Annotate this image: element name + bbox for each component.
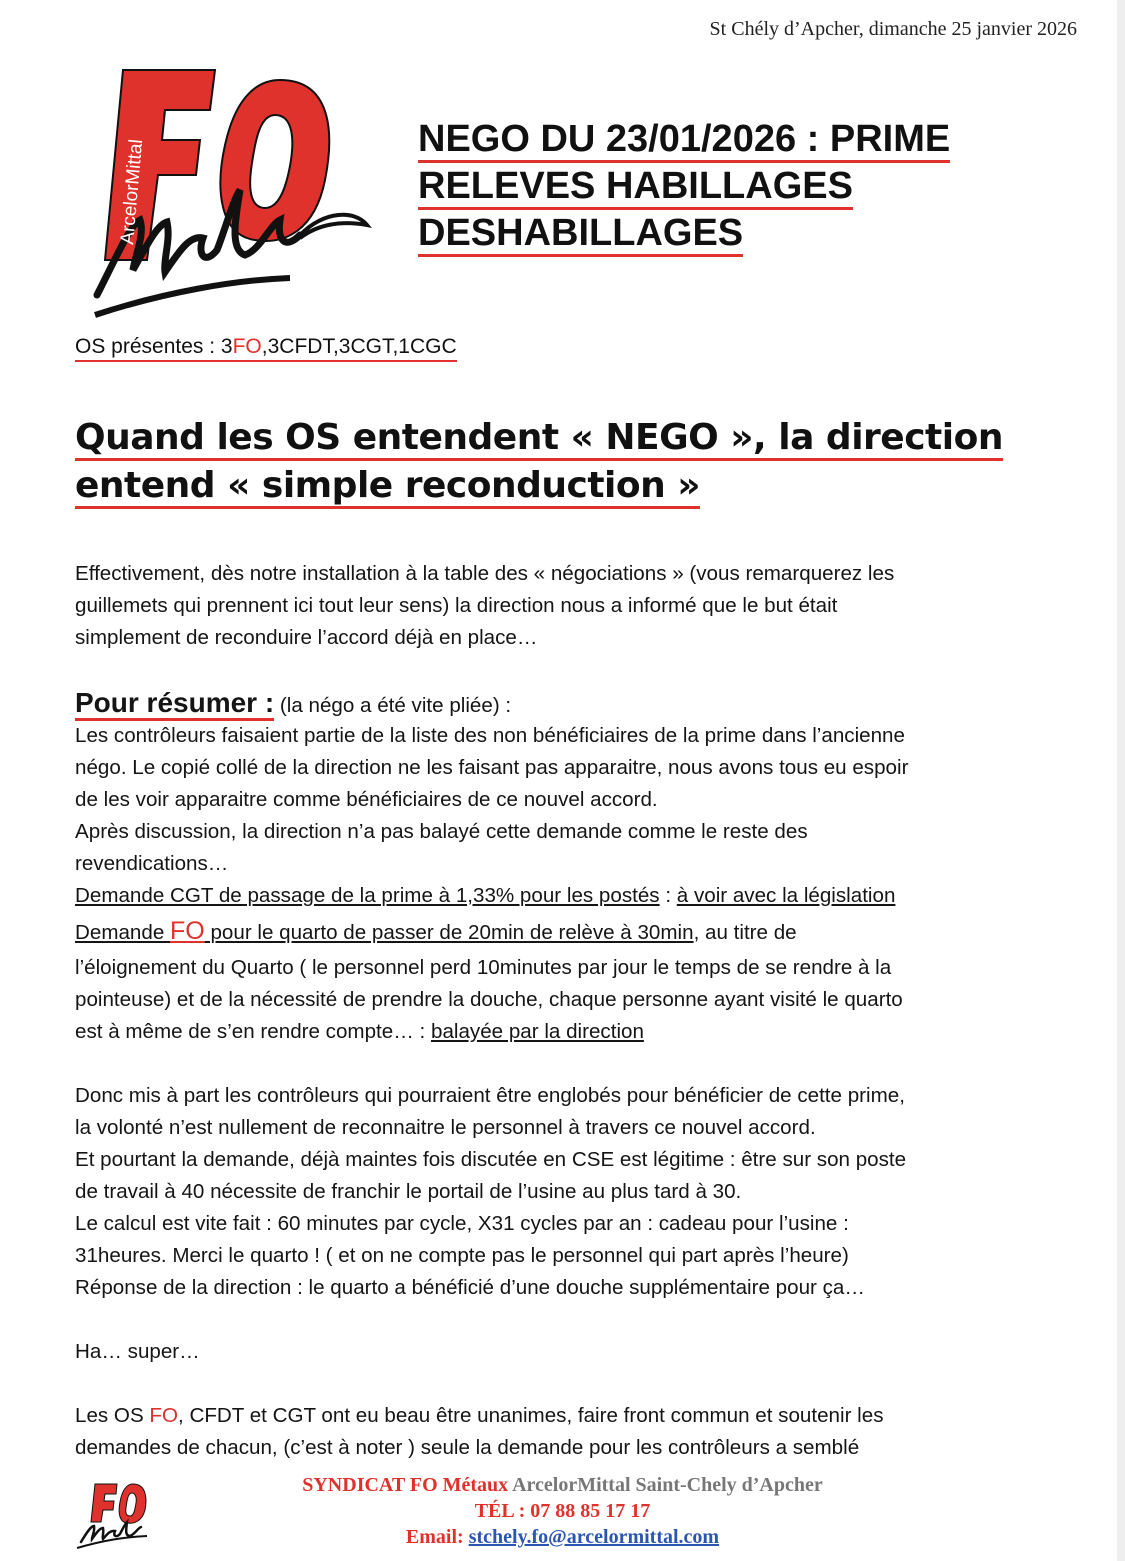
page-edge [1117,0,1125,1561]
footer-phone: TÉL : 07 88 85 17 17 [474,1500,651,1522]
document-body [75,558,908,1464]
document-date: St Chély d’Apcher, dimanche 25 janvier 2026 [709,18,1077,40]
svg-text:ArcelorMittal: ArcelorMittal [117,138,148,246]
paragraph-line: Et pourtant la demande, déjà maintes fois discutée en CSE est légitime : être sur son poste [75,1148,907,1171]
paragraph-line: Réponse de la direction : le quarto a bénéficié d’une douche supplémentaire pour ça… [75,1276,865,1299]
paragraph-line: la volonté n’est nullement de reconnaitre le personnel à travers ce nouvel accord. [75,1116,816,1139]
paragraph-line: Les contrôleurs faisaient partie de la liste des non bénéficiaires de la prime dans l’ancienne [75,724,905,747]
paragraph-line: de les voir apparaitre comme bénéficiaires de ce nouvel accord. [75,788,658,811]
paragraph-line: Après discussion, la direction n’a pas balayé cette demande comme le reste des [75,820,808,843]
headline-line: Quand les OS entendent « NEGO », la direction [75,417,1003,461]
footer-email-link[interactable]: stchely.fo@arcelormittal.com [468,1526,720,1548]
title-line: RELEVES HABILLAGES [418,165,853,210]
footer: SYNDICAT FO Métaux ArcelorMittal Saint-Chely d’Apcher TÉL : 07 88 85 17 17 Email: stchely.fo@arcelormittal.com [240,1472,885,1550]
paragraph-line: est à même de s’en rendre compte… : balayée par la direction [75,1020,644,1043]
headline-line: entend « simple reconduction » [75,465,700,509]
paragraph-line: Donc mis à part les contrôleurs qui pourraient être englobés pour bénéficier de cette prime, [75,1084,905,1107]
footer-logo [75,1478,155,1550]
paragraph-line: Effectivement, dès notre installation à la table des « négociations » (vous remarquerez les [75,562,895,585]
paragraph-line: Les OS FO, CFDT et CGT ont eu beau être unanimes, faire front commun et soutenir les [75,1404,884,1427]
paragraph-line: pointeuse) et de la nécessité de prendre la douche, chaque personne ayant visité le quarto [75,988,903,1011]
paragraph-line: demandes de chacun, (c’est à noter ) seule la demande pour les contrôleurs a semblé [75,1436,860,1459]
paragraph-line: Le calcul est vite fait : 60 minutes par cycle, X31 cycles par an : cadeau pour l’usine : [75,1212,849,1235]
paragraph-line: Ha… super… [75,1340,200,1363]
headline [75,414,1003,510]
title-line: DESHABILLAGES [418,212,743,257]
title-line: NEGO DU 23/01/2026 : PRIME [418,118,950,163]
paragraph-line: simplement de reconduire l’accord déjà en place… [75,626,538,649]
paragraph-line: revendications… [75,852,229,875]
cgt-request: Demande CGT de passage de la prime à 1,33% pour les postés : à voir avec la législation [75,884,896,907]
paragraph-line: guillemets qui prennent ici tout leur sens) la direction nous a informé que le but était [75,594,838,617]
fo-request: Demande FO pour le quarto de passer de 20min de relève à 30min, au titre de [75,917,797,945]
fo-metaux-logo [85,60,375,320]
paragraph-line: négo. Le copié collé de la direction ne les faisant pas apparaitre, nous avons tous eu espoir [75,756,909,779]
os-presentes: OS présentes : 3FO,3CFDT,3CGT,1CGC [75,334,457,362]
paragraph-line: l’éloignement du Quarto ( le personnel perd 10minutes par jour le temps de se rendre à la [75,956,892,979]
paragraph-line: 31heures. Merci le quarto ! ( et on ne compte pas le personnel qui part après l’heure) [75,1244,849,1267]
resume-heading: Pour résumer : (la négo a été vite pliée) : [75,688,908,722]
document-title [418,116,950,257]
paragraph-line: de travail à 40 nécessite de franchir le portail de l’usine au plus tard à 30. [75,1180,742,1203]
